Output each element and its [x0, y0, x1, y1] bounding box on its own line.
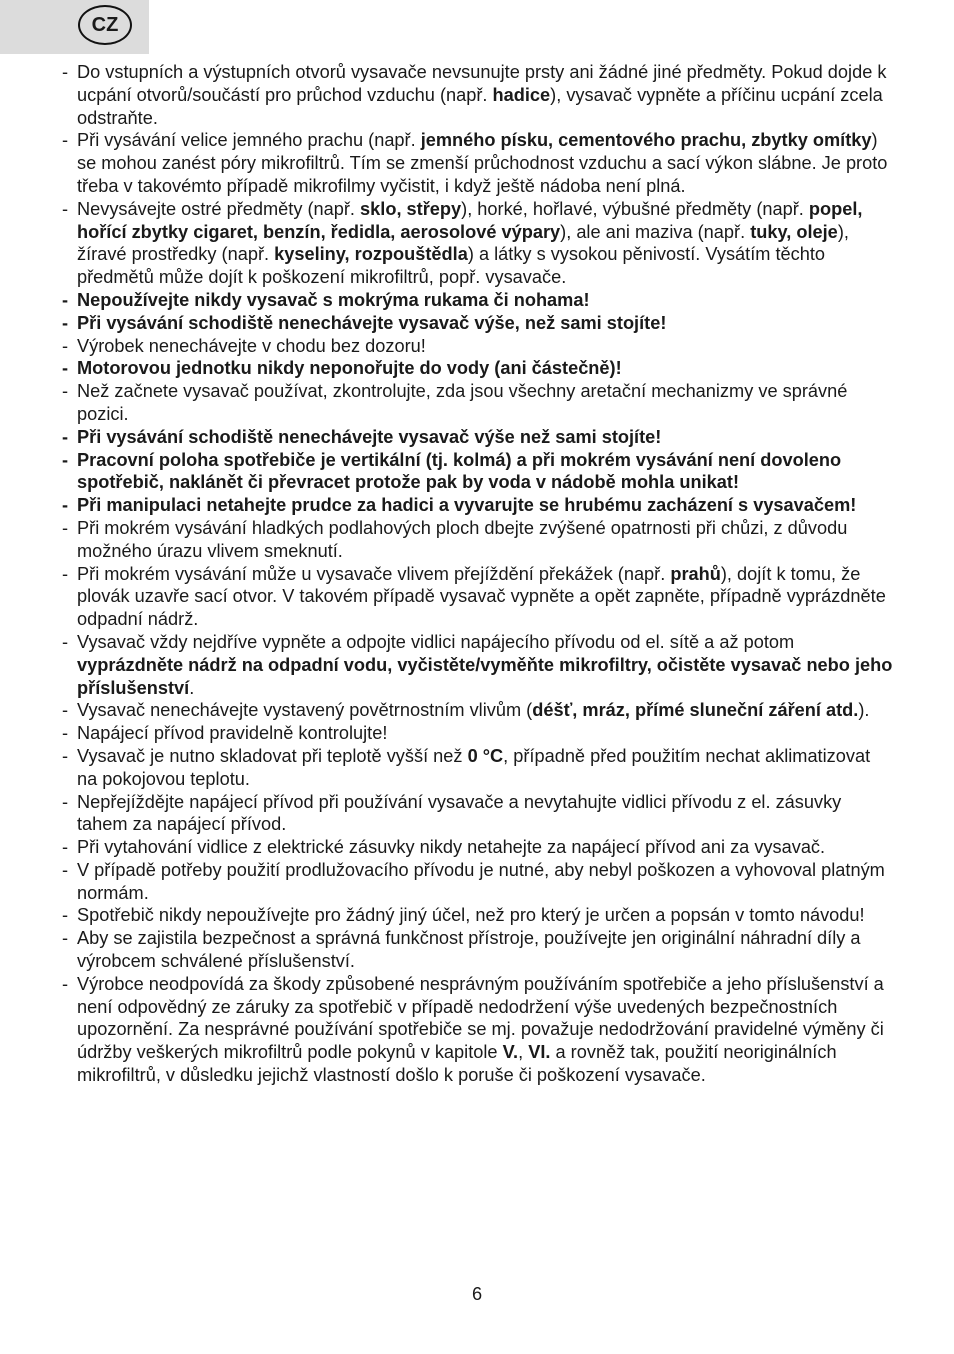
bullet-dash: - — [62, 449, 69, 470]
list-item — [62, 563, 894, 631]
list-item — [62, 745, 894, 791]
list-item — [62, 312, 894, 335]
text-run: Než začnete vysavač používat, zkontrolujte, zda jsou všechny aretační mechanizmy ve správné pozici. — [77, 381, 848, 424]
emphasis-text: tuky, oleje — [750, 221, 838, 242]
text-run: Nepoužívejte nikdy vysavač s mokrýma rukama či nohama! — [77, 289, 590, 310]
list-item — [62, 699, 894, 722]
list-item-text — [77, 699, 894, 722]
emphasis-text: V. — [502, 1042, 519, 1063]
text-run: ), dojít k tomu, že plovák uzavře sací otvor. V takovém případě vysavač vypněte a opět zapněte, případně vyprázdněte odpadní nádrž. — [77, 563, 886, 630]
bullet-dash: - — [62, 62, 69, 82]
text-run: Do vstupních a výstupních otvorů vysavače nevsunujte prsty ani žádné jiné předměty. Pokud dojde k ucpání otvorů/součástí pro průchod vzduchu (např. — [77, 62, 887, 105]
text-run: , — [518, 1042, 529, 1063]
emphasis-text: déšť, mráz, přímé sluneční záření atd. — [532, 700, 859, 721]
list-item — [62, 198, 894, 289]
bullet-dash: - — [62, 426, 69, 447]
text-run: ), ale ani maziva (např. — [560, 221, 751, 242]
bullet-dash: - — [62, 791, 69, 812]
list-item-text — [77, 129, 894, 197]
text-run: Napájecí přívod pravidelně kontrolujte! — [77, 723, 388, 744]
text-run: Výrobek nenechávejte v chodu bez dozoru! — [77, 335, 426, 356]
list-item-text — [77, 426, 894, 449]
bullet-dash: - — [62, 130, 69, 151]
list-item — [62, 357, 894, 380]
bullet-dash: - — [62, 837, 69, 858]
list-item-text — [77, 836, 894, 859]
emphasis-text: popel, hořící zbytky cigaret, benzín, ředidla, aerosolové výpary — [77, 198, 863, 242]
list-item-text — [77, 859, 894, 905]
bullet-dash: - — [62, 700, 69, 721]
list-item — [62, 631, 894, 699]
list-item-text — [77, 973, 894, 1087]
text-run: Spotřebič nikdy nepoužívejte pro žádný jiný účel, než pro který je určen a popsán v tomto návodu! — [77, 905, 865, 926]
language-tab — [0, 0, 149, 54]
list-item-text — [77, 198, 894, 289]
bullet-dash: - — [62, 745, 69, 766]
text-run: Při vysávání schodiště nenechávejte vysavač výše, než sami stojíte! — [77, 312, 667, 333]
bullet-dash: - — [62, 358, 69, 379]
bullet-dash: - — [62, 928, 69, 949]
text-run: . — [189, 677, 195, 698]
list-item-text — [77, 449, 894, 495]
text-run: Motorovou jednotku nikdy neponořujte do vody (ani částečně)! — [77, 358, 622, 379]
text-run: Při mokrém vysávání hladkých podlahových ploch dbejte zvýšené opatrnosti při chůzi, z důvodu možného úrazu vlivem smeknutí. — [77, 517, 848, 561]
list-item-text — [77, 335, 894, 358]
emphasis-text: 0 °C — [467, 745, 504, 766]
emphasis-text: hadice — [492, 84, 551, 105]
text-run: ), vysavač vypněte a příčinu ucpání zcela odstraňte. — [77, 84, 883, 128]
list-item-text — [77, 312, 894, 335]
list-item — [62, 335, 894, 358]
list-item — [62, 289, 894, 312]
list-item — [62, 904, 894, 927]
text-run: Vysavač nenechávejte vystavený povětrnostním vlivům ( — [77, 700, 533, 721]
text-run: ). — [858, 700, 870, 721]
bullet-dash: - — [62, 289, 69, 310]
bullet-dash: - — [62, 631, 69, 652]
language-badge: CZ — [78, 5, 132, 45]
list-item — [62, 61, 894, 129]
list-item-text — [77, 494, 894, 517]
list-item-text — [77, 631, 894, 699]
list-item — [62, 973, 894, 1087]
list-item-text — [77, 289, 894, 312]
text-run: , případně před použitím nechat aklimatizovat na pokojovou teplotu. — [77, 745, 871, 789]
text-run: Nevysávejte ostré předměty (např. — [77, 198, 361, 219]
bullet-dash: - — [62, 859, 69, 880]
text-run: a rovněž tak, použití neoriginálních mikrofiltrů, v důsledku jejichž vlastností došlo k poruše či poškození vysavače. — [77, 1042, 837, 1086]
bullet-dash: - — [62, 517, 69, 538]
text-run: Při vysávání velice jemného prachu (např. — [77, 130, 421, 151]
list-item-text — [77, 722, 894, 745]
list-item — [62, 426, 894, 449]
safety-instructions-list — [62, 61, 894, 1087]
text-run: ), žíravé prostředky (např. — [77, 221, 849, 265]
list-item-text — [77, 791, 894, 837]
text-run: Výrobce neodpovídá za škody způsobené nesprávným používáním spotřebiče a jeho příslušenství a není odpovědný ze záruky za spotřebič v případě nedodržení výše uvedených bezpečnostních upozornění. Za nesprávné používání spotřebiče se mj. považuje nedodržování pravidelné výměny či údržby veškerých mikrofiltrů podle pokynů v kapitole — [77, 973, 884, 1063]
emphasis-text: vyprázdněte nádrž na odpadní vodu, vyčistěte/vyměňte mikrofiltry, očistěte vysavač nebo jeho příslušenství — [77, 654, 893, 698]
bullet-dash: - — [62, 312, 69, 333]
bullet-dash: - — [62, 335, 69, 356]
list-item-text — [77, 563, 894, 631]
page-number: 6 — [471, 1284, 483, 1304]
text-run: Při manipulaci netahejte prudce za hadici a vyvarujte se hrubému zacházení s vysavačem! — [77, 495, 857, 516]
bullet-dash: - — [62, 198, 69, 219]
list-item-text — [77, 61, 894, 129]
list-item — [62, 836, 894, 859]
text-run: Aby se zajistila bezpečnost a správná funkčnost přístroje, používejte jen originální náhradní díly a výrobcem schválené příslušenství. — [77, 928, 861, 972]
emphasis-text: VI. — [528, 1042, 551, 1063]
text-run: Pracovní poloha spotřebiče je vertikální (tj. kolmá) a při mokrém vysávání není dovoleno spotřebič, naklánět či převracet protože pak by voda v nádobě mohla unikat! — [77, 449, 842, 493]
text-run: V případě potřeby použití prodlužovacího přívodu je nutné, aby nebyl poškozen a vyhovoval platným normám. — [77, 859, 885, 903]
text-run: ) a látky s vysokou pěnivostí. Vysátím těchto předmětů může dojít k poškození mikrofiltrů, popř. vysavače. — [77, 244, 826, 288]
emphasis-text: jemného písku, cementového prachu, zbytky omítky — [420, 130, 872, 151]
list-item — [62, 129, 894, 197]
list-item-text — [77, 927, 894, 973]
list-item — [62, 449, 894, 495]
list-item — [62, 494, 894, 517]
text-run: ) se mohou zanést póry mikrofiltrů. Tím se zmenší průchodnost vzduchu a sací výkon slábne. Je proto třeba v takovémto případě mikrofilmy vyčistit, i když ještě nádoba není plná. — [77, 130, 888, 196]
list-item — [62, 859, 894, 905]
bullet-dash: - — [62, 381, 69, 402]
emphasis-text: kyseliny, rozpouštědla — [274, 244, 468, 265]
text-run: Při vytahování vidlice z elektrické zásuvky nikdy netahejte za napájecí přívod ani za vysavač. — [77, 837, 826, 858]
bullet-dash: - — [62, 723, 69, 744]
list-item-text — [77, 745, 894, 791]
list-item — [62, 380, 894, 426]
text-run: Při vysávání schodiště nenechávejte vysavač výše než sami stojíte! — [77, 426, 662, 447]
list-item — [62, 927, 894, 973]
bullet-dash: - — [62, 973, 69, 994]
list-item — [62, 722, 894, 745]
list-item-text — [77, 517, 894, 563]
emphasis-text: prahů — [670, 563, 721, 584]
bullet-dash: - — [62, 495, 69, 516]
text-run: Vysavač je nutno skladovat při teplotě vyšší než — [77, 745, 468, 766]
text-run: Nepřejíždějte napájecí přívod při používání vysavače a nevytahujte vidlici přívodu z el. zásuvky tahem za napájecí přívod. — [77, 791, 842, 835]
list-item-text — [77, 380, 894, 426]
text-run: Při mokrém vysávání může u vysavače vlivem přejíždění překážek (např. — [77, 563, 671, 584]
list-item — [62, 517, 894, 563]
list-item-text — [77, 904, 894, 927]
list-item-text — [77, 357, 894, 380]
text-run: Vysavač vždy nejdříve vypněte a odpojte vidlici napájecího přívodu od el. sítě a až potom — [77, 631, 795, 652]
text-run: ), horké, hořlavé, výbušné předměty (např. — [461, 198, 809, 219]
bullet-dash: - — [62, 905, 69, 926]
emphasis-text: sklo, střepy — [360, 198, 462, 219]
bullet-dash: - — [62, 563, 69, 584]
list-item — [62, 791, 894, 837]
